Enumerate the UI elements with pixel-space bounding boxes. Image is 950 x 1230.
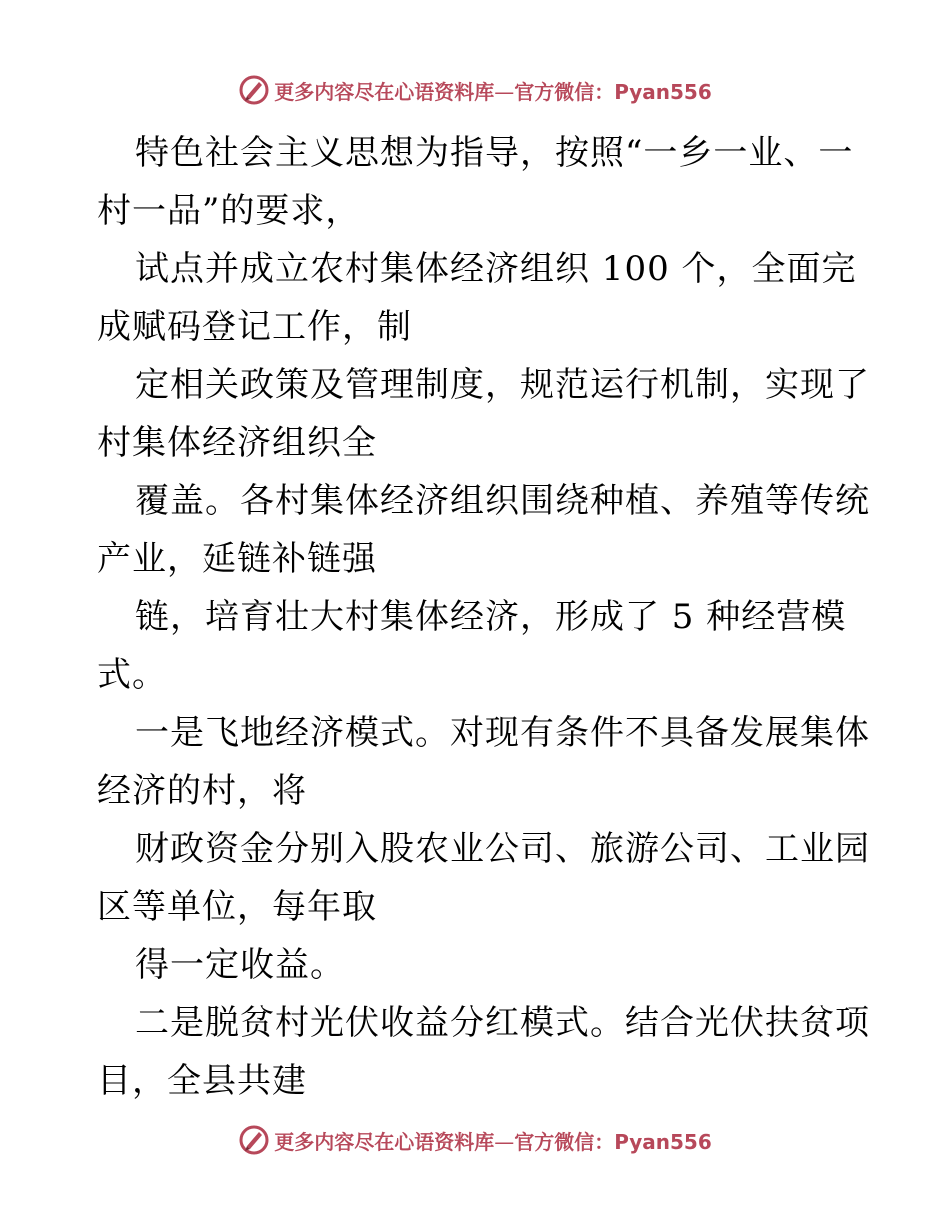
text-line: 试点并成立农村集体经济组织 100 个，全面完	[135, 249, 857, 289]
logo-icon	[238, 74, 270, 106]
text-line: 区等单位，每年取	[97, 887, 377, 927]
logo-icon	[238, 1124, 270, 1156]
text-line: 经济的村，将	[97, 771, 307, 811]
text-line: 覆盖。各村集体经济组织围绕种植、养殖等传统	[135, 481, 870, 521]
text-line: 村一品”的要求，	[97, 191, 361, 231]
text-line: 目，全县共建	[97, 1061, 307, 1101]
text-line: 式。	[97, 655, 167, 695]
text-line: 链，培育壮大村集体经济，形成了 5 种经营模	[135, 597, 847, 637]
text-line: 产业，延链补链强	[97, 539, 377, 579]
text-line: 财政资金分别入股农业公司、旅游公司、工业园	[135, 829, 870, 869]
text-line: 特色社会主义思想为指导，按照“一乡一业、一	[135, 133, 854, 173]
text-line: 二是脱贫村光伏收益分红模式。结合光伏扶贫项	[135, 1003, 870, 1043]
header-banner-text: 更多内容尽在心语资料库—官方微信：Pyan556	[274, 79, 712, 104]
text-line: 得一定收益。	[135, 945, 345, 985]
footer-banner-text: 更多内容尽在心语资料库—官方微信：Pyan556	[274, 1129, 712, 1154]
text-line: 村集体经济组织全	[97, 423, 377, 463]
text-line: 成赋码登记工作，制	[97, 307, 412, 347]
footer-banner	[0, 1122, 950, 1158]
body-text	[97, 124, 870, 1110]
text-line: 定相关政策及管理制度，规范运行机制，实现了	[135, 365, 870, 405]
text-line: 一是飞地经济模式。对现有条件不具备发展集体	[135, 713, 870, 753]
header-banner	[0, 72, 950, 108]
